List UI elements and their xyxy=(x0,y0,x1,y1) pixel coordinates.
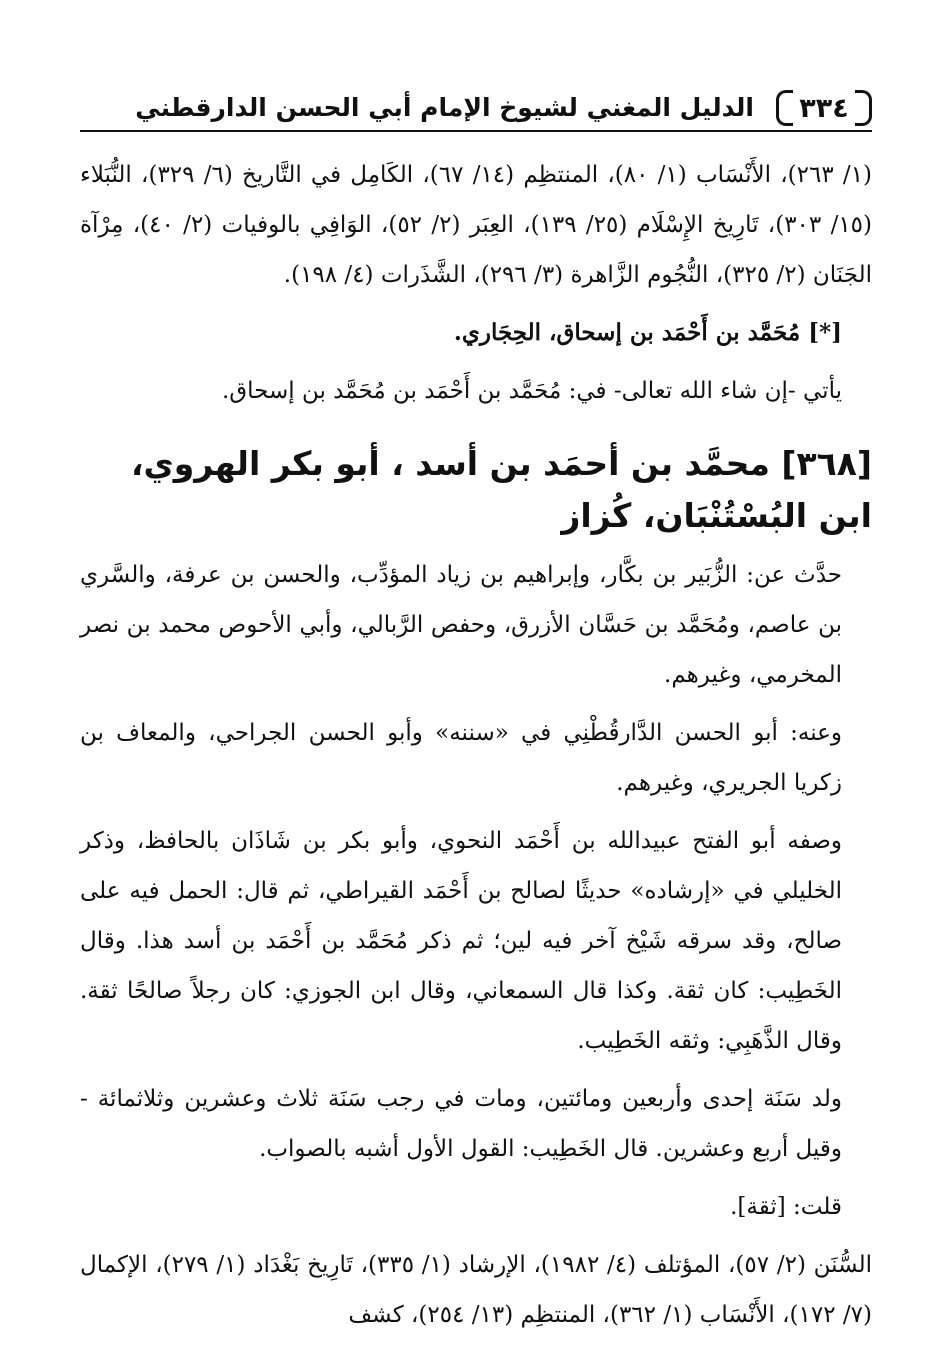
header-rule xyxy=(80,130,872,132)
entry-teachers: حدَّث عن: الزُّبَير بن بكَّار، وإبراهيم بن زياد المؤدِّب، والحسن بن عرفة، والسَّري بن عاصم، ومُحَمَّد بن حَسَّان الأزرق، وحفص الرَّبالي، وأبي الأحوص محمد بن نصر المخرمي، وغيرهم. xyxy=(80,562,842,688)
sources-top: (١/ ٢٦٣)، الأَنْسَاب (١/ ٨٠)، المنتظِم (١٤/ ٦٧)، الكَامِل في التَّاريخ (٦/ ٣٢٩)، النُّبَلاء (١٥/ ٣٠٣)، تَارِيخ الإِسْلَام (٢٥/ ١٣٩)، العِبَر (٢/ ٥٢)، الوَافِي بالوفيات (٢/ ٤٠)، مِرْآة الجَنَان (٢/ ٣٢٥)، النُّجُوم الزَّاهرة (٣/ ٢٩٦)، الشَّذَرات (٤/ ١٩٨). xyxy=(80,162,873,288)
crossref-note: يأتي -إن شاء الله تعالى- في: مُحَمَّد بن أَحْمَد بن مُحَمَّد بن إسحاق. xyxy=(221,378,842,404)
entry-students: وعنه: أبو الحسن الدَّارقُطْنِي في «سننه» وأبو الحسن الجراحي، والمعاف بن زكريا الجريري، وغيرهم. xyxy=(80,720,842,796)
entry-title: [٣٦٨] محمَّد بن أحمَد بن أسد ، أبو بكر الهروي، ابن البُسْتُنْبَان، كُزاز xyxy=(130,444,872,535)
running-title: الدليل المغني لشيوخ الإمام أبي الحسن الدارقطني xyxy=(135,93,754,122)
page-content xyxy=(80,150,872,1340)
entry-grading: وصفه أبو الفتح عبيدالله بن أَحْمَد النحوي، وأبو بكر بن شَاذَان بالحافظ، وذكر الخليلي في «إرشاده» حديثًا لصالح بن أَحْمَد القيراطي، ثم قال: الحمل فيه على صالح، وقد سرقه شَيْخ آخر فيه لين؛ ثم ذكر مُحَمَّد بن أَحْمَد بن أسد هذا. وقال الخَطِيب: كان ثقة. وكذا قال السمعاني، وقال ابن الجوزي: كان رجلاً صالحًا ثقة. وقال الذَّهَبِي: وثقه الخَطِيب. xyxy=(80,828,842,1054)
entry-verdict: قلت: [ثقة]. xyxy=(730,1194,842,1220)
page-number: ٣٣٤ xyxy=(776,88,872,128)
entry-birth-death: ولد سَنَة إحدى وأربعين ومائتين، ومات في رجب سَنَة ثلاث وعشرين وثلاثمائة - وقيل أربع وعشرين. قال الخَطِيب: القول الأول أشبه بالصواب. xyxy=(80,1086,842,1162)
entry-sources: السُّنَن (٢/ ٥٧)، المؤتلف (٤/ ١٩٨٢)، الإرشاد (١/ ٣٣٥)، تَارِيخ بَغْدَاد (١/ ٢٧٩)، الإكمال (٧/ ١٧٢)، الأَنْسَاب (١/ ٣٦٢)، المنتظِم (١٣/ ٢٥٤)، كشف xyxy=(80,1252,873,1328)
page-header xyxy=(80,88,872,132)
crossref-heading: [*] مُحَمَّد بن أَحْمَد بن إسحاق، الحِجَاري. xyxy=(453,319,842,346)
